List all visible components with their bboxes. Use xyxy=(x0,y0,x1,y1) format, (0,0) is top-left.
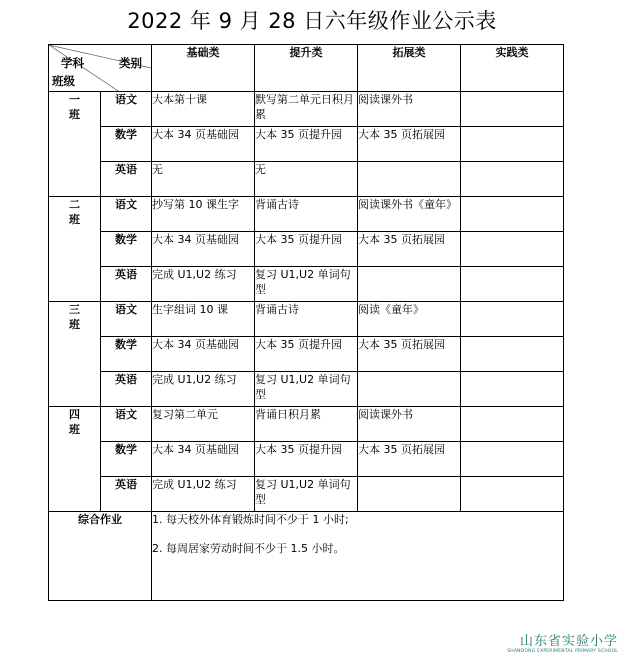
homework-cell-practice xyxy=(461,407,564,442)
homework-cell-basic: 完成 U1,U2 练习 xyxy=(152,477,255,512)
homework-cell-basic: 复习第二单元 xyxy=(152,407,255,442)
column-header-basic: 基础类 xyxy=(152,45,255,92)
homework-cell-basic: 生字组词 10 课 xyxy=(152,302,255,337)
homework-cell-basic: 抄写第 10 课生字 xyxy=(152,197,255,232)
table-row xyxy=(49,372,564,407)
header-row xyxy=(49,45,564,92)
comprehensive-item: 2. 每周居家劳动时间不少于 1.5 小时。 xyxy=(152,542,345,555)
homework-cell-basic: 大本第十课 xyxy=(152,92,255,127)
homework-cell-improve: 背诵古诗 xyxy=(255,302,358,337)
homework-cell-expand: 阅读课外书 xyxy=(358,407,461,442)
subject-cell: 数学 xyxy=(101,232,152,267)
subject-cell: 语文 xyxy=(101,407,152,442)
homework-cell-improve: 复习 U1,U2 单词句型 xyxy=(255,267,358,302)
homework-cell-improve: 默写第二单元日积月累 xyxy=(255,92,358,127)
subject-cell: 数学 xyxy=(101,127,152,162)
class-name-char: 班 xyxy=(69,318,80,331)
corner-subject-label: 学科 xyxy=(61,56,84,70)
homework-cell-improve: 大本 35 页提升园 xyxy=(255,442,358,477)
homework-cell-basic: 大本 34 页基础园 xyxy=(152,127,255,162)
homework-cell-practice xyxy=(461,302,564,337)
corner-class-label: 班级 xyxy=(52,74,75,88)
homework-table xyxy=(48,44,564,601)
table-row xyxy=(49,127,564,162)
homework-cell-basic: 大本 34 页基础园 xyxy=(152,442,255,477)
homework-cell-basic: 无 xyxy=(152,162,255,197)
class-name-cell xyxy=(49,92,101,197)
homework-cell-expand: 大本 35 页拓展园 xyxy=(358,232,461,267)
school-logo-english: SHANDONG EXPERIMENTAL PRIMARY SCHOOL xyxy=(507,649,618,654)
homework-cell-improve: 无 xyxy=(255,162,358,197)
subject-cell: 数学 xyxy=(101,442,152,477)
subject-cell: 语文 xyxy=(101,302,152,337)
homework-cell-practice xyxy=(461,162,564,197)
table-row xyxy=(49,232,564,267)
homework-cell-practice xyxy=(461,477,564,512)
homework-cell-basic: 完成 U1,U2 练习 xyxy=(152,267,255,302)
column-header-practice: 实践类 xyxy=(461,45,564,92)
homework-cell-expand: 大本 35 页拓展园 xyxy=(358,337,461,372)
subject-cell: 数学 xyxy=(101,337,152,372)
class-name-char: 三 xyxy=(69,303,80,316)
homework-cell-improve: 大本 35 页提升园 xyxy=(255,232,358,267)
homework-cell-practice xyxy=(461,197,564,232)
class-name-char: 班 xyxy=(69,108,80,121)
table-row xyxy=(49,92,564,127)
table-row xyxy=(49,197,564,232)
homework-cell-basic: 大本 34 页基础园 xyxy=(152,232,255,267)
subject-cell: 语文 xyxy=(101,92,152,127)
homework-cell-improve: 大本 35 页提升园 xyxy=(255,127,358,162)
class-name-cell xyxy=(49,407,101,512)
homework-cell-improve: 背诵古诗 xyxy=(255,197,358,232)
comprehensive-content xyxy=(152,512,564,601)
comprehensive-label: 综合作业 xyxy=(49,512,152,601)
column-header-expand: 拓展类 xyxy=(358,45,461,92)
homework-cell-expand xyxy=(358,477,461,512)
homework-cell-improve: 复习 U1,U2 单词句型 xyxy=(255,372,358,407)
homework-cell-expand xyxy=(358,267,461,302)
homework-cell-improve: 复习 U1,U2 单词句型 xyxy=(255,477,358,512)
homework-cell-practice xyxy=(461,232,564,267)
class-name-char: 班 xyxy=(69,213,80,226)
subject-cell: 英语 xyxy=(101,267,152,302)
homework-cell-practice xyxy=(461,127,564,162)
table-row xyxy=(49,162,564,197)
homework-cell-basic: 完成 U1,U2 练习 xyxy=(152,372,255,407)
class-name-char: 四 xyxy=(69,408,80,421)
class-name-cell xyxy=(49,302,101,407)
table-row xyxy=(49,477,564,512)
subject-cell: 英语 xyxy=(101,162,152,197)
class-name-cell xyxy=(49,197,101,302)
subject-cell: 语文 xyxy=(101,197,152,232)
homework-cell-improve: 大本 35 页提升园 xyxy=(255,337,358,372)
subject-cell: 英语 xyxy=(101,477,152,512)
homework-cell-improve: 背诵日积月累 xyxy=(255,407,358,442)
homework-cell-expand: 阅读《童年》 xyxy=(358,302,461,337)
homework-cell-practice xyxy=(461,92,564,127)
class-name-char: 二 xyxy=(69,198,80,211)
homework-cell-practice xyxy=(461,442,564,477)
class-name-char: 班 xyxy=(69,423,80,436)
homework-cell-expand: 大本 35 页拓展园 xyxy=(358,127,461,162)
page-title: 2022 年 9 月 28 日六年级作业公示表 xyxy=(127,9,497,33)
homework-cell-basic: 大本 34 页基础园 xyxy=(152,337,255,372)
header-corner-cell xyxy=(49,45,152,92)
homework-cell-expand: 大本 35 页拓展园 xyxy=(358,442,461,477)
homework-cell-expand: 阅读课外书《童年》 xyxy=(358,197,461,232)
table-row xyxy=(49,337,564,372)
school-logo-name: 山东省实验小学 xyxy=(519,634,618,649)
school-logo xyxy=(507,634,618,655)
homework-cell-practice xyxy=(461,372,564,407)
subject-cell: 英语 xyxy=(101,372,152,407)
homework-cell-practice xyxy=(461,337,564,372)
table-row xyxy=(49,302,564,337)
class-name-char: 一 xyxy=(69,93,80,106)
table-row xyxy=(49,267,564,302)
homework-cell-expand xyxy=(358,372,461,407)
corner-category-label: 类别 xyxy=(119,56,142,70)
comprehensive-row xyxy=(49,512,564,601)
homework-cell-expand: 阅读课外书 xyxy=(358,92,461,127)
table-row xyxy=(49,442,564,477)
table-row xyxy=(49,407,564,442)
homework-cell-practice xyxy=(461,267,564,302)
comprehensive-item: 1. 每天校外体育锻炼时间不少于 1 小时; xyxy=(152,513,349,526)
column-header-improve: 提升类 xyxy=(255,45,358,92)
homework-cell-expand xyxy=(358,162,461,197)
